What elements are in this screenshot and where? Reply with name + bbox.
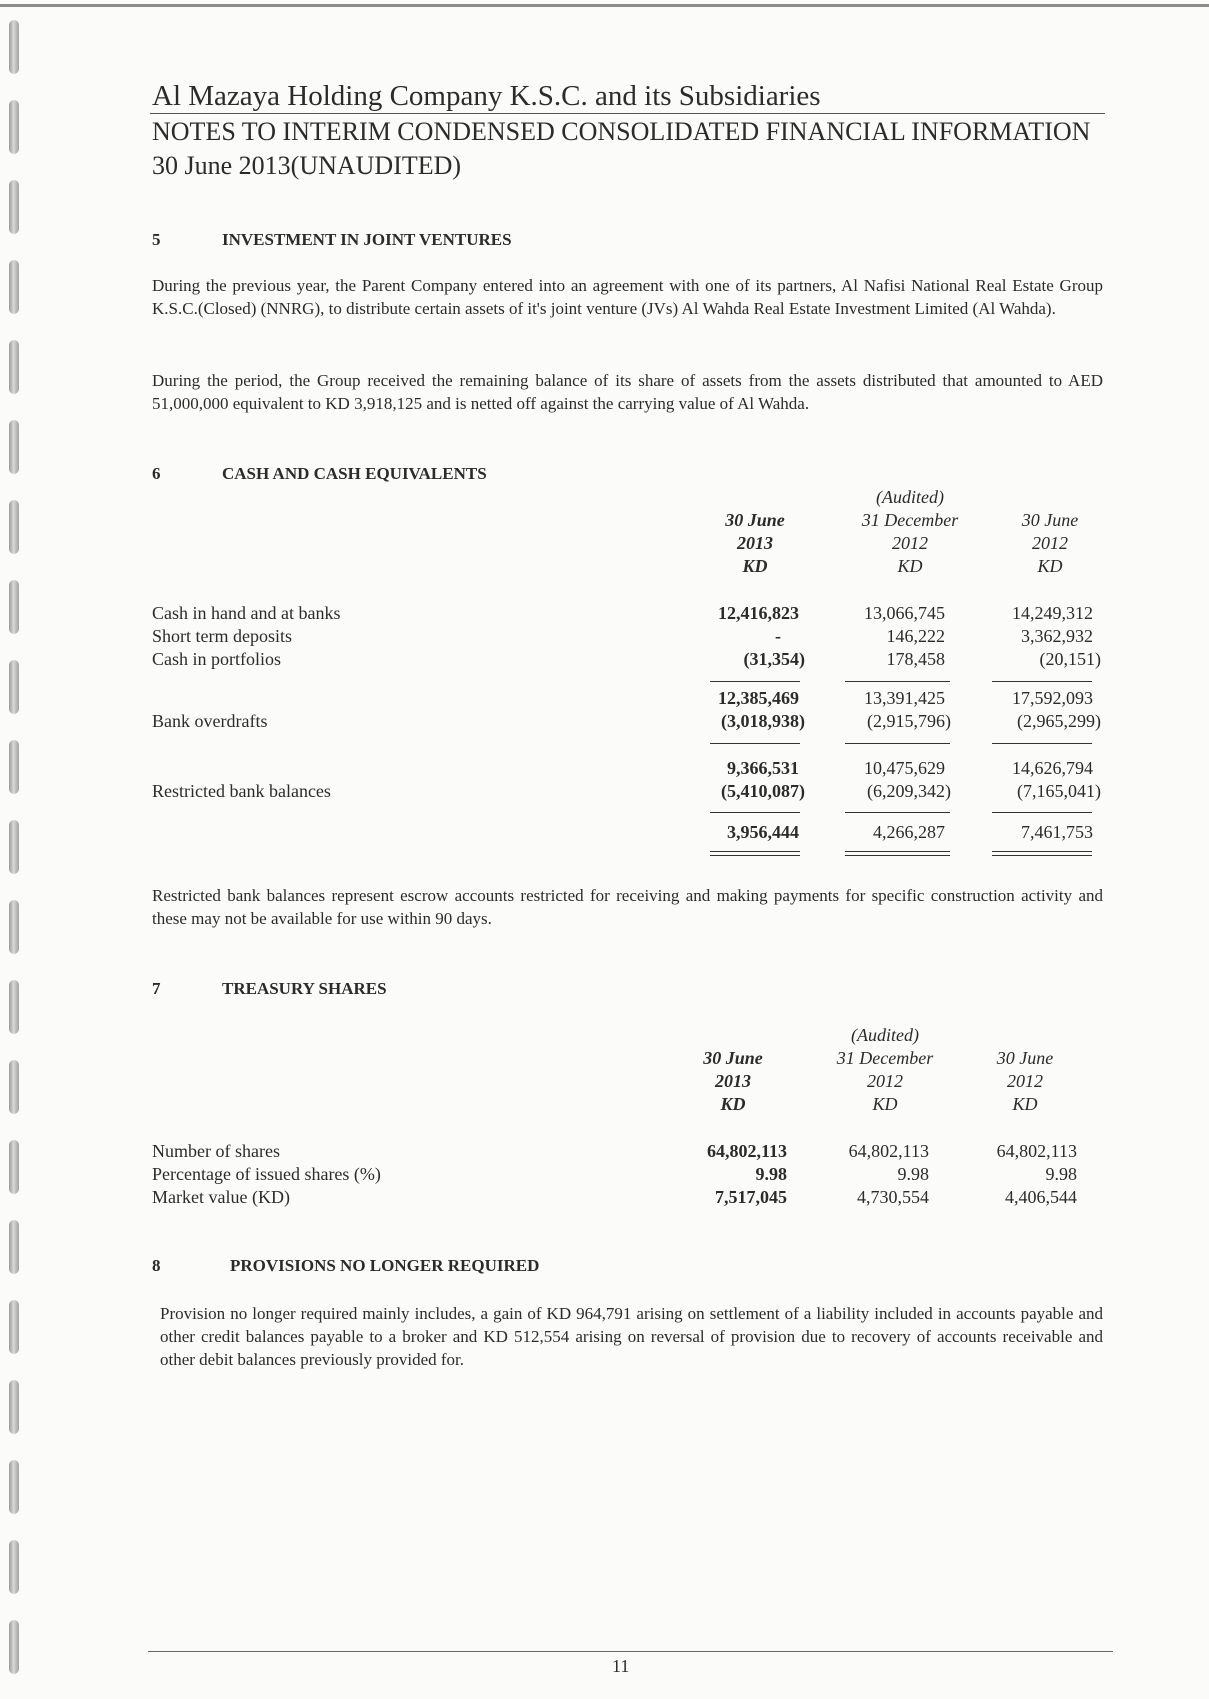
- table-cell: 146,222: [886, 626, 945, 646]
- header-rule: [150, 113, 1105, 114]
- note7-col3-year: 2012: [1007, 1071, 1043, 1091]
- note7-col2-head: 31 December: [836, 1048, 934, 1068]
- binding-ring: [9, 420, 19, 474]
- note6-col3-year: 2012: [1032, 533, 1068, 553]
- table-cell: 12,385,469: [718, 688, 799, 708]
- scan-top-edge: [0, 4, 1209, 7]
- table-row-label: Bank overdrafts: [152, 711, 268, 731]
- binding-ring: [9, 1060, 19, 1114]
- note5-number: 5: [152, 230, 161, 249]
- table-cell: (31,354): [743, 649, 805, 669]
- table-row-label: Cash in hand and at banks: [152, 603, 341, 623]
- page-number: 11: [612, 1656, 630, 1676]
- table-row-label: Number of shares: [152, 1141, 280, 1161]
- subtotal-rule: [845, 743, 950, 744]
- binding-ring: [9, 20, 19, 74]
- table-cell: (6,209,342): [867, 781, 951, 801]
- table-cell: 9,366,531: [727, 758, 799, 778]
- note7-col2-year: 2012: [867, 1071, 903, 1091]
- binding-ring: [9, 660, 19, 714]
- table-cell: 64,802,113: [706, 1141, 787, 1161]
- binding-ring: [9, 820, 19, 874]
- subtotal-rule: [992, 743, 1092, 744]
- company-name: Al Mazaya Holding Company K.S.C. and its Subsidiaries: [152, 80, 821, 112]
- note5-paragraph-1: During the previous year, the Parent Company entered into an agreement with one of its partners, Al Nafisi National Real Estate Group K.S.C.(Closed) (NNRG), to distribute certain assets of it's joint venture (JVs) Al Wahda Real Estate Investment Limited (Al Wahda).: [152, 276, 1103, 318]
- table-cell: 17,592,093: [1012, 688, 1093, 708]
- table-row-label: Cash in portfolios: [152, 649, 281, 669]
- note6-col1-year: 2013: [737, 533, 773, 553]
- binding-rings: [6, 12, 22, 1699]
- table-cell: 9.98: [1045, 1164, 1077, 1184]
- note8-title: PROVISIONS NO LONGER REQUIRED: [230, 1256, 540, 1275]
- binding-ring: [9, 260, 19, 314]
- note6-col2-head: 31 December: [861, 510, 959, 530]
- table-cell: 3,956,444: [727, 822, 799, 842]
- binding-ring: [9, 900, 19, 954]
- note6-col1-head: 30 June: [725, 510, 785, 530]
- note6-col3-unit: KD: [1037, 556, 1063, 576]
- note6-col1-unit: KD: [742, 556, 768, 576]
- table-cell: 9.98: [897, 1164, 929, 1184]
- table-cell: 4,266,287: [873, 822, 945, 842]
- table-cell: 9.98: [755, 1164, 787, 1184]
- subtotal-rule: [845, 812, 950, 813]
- table-row-label: Percentage of issued shares (%): [152, 1164, 381, 1184]
- table-cell: (20,151): [1039, 649, 1101, 669]
- total-double-rule: [992, 855, 1092, 856]
- table-cell: 4,406,544: [1005, 1187, 1077, 1207]
- subtotal-rule: [992, 681, 1092, 682]
- binding-ring: [9, 1620, 19, 1674]
- note7-col-audited: (Audited): [851, 1025, 919, 1045]
- note6-title: CASH AND CASH EQUIVALENTS: [222, 464, 487, 483]
- table-cell: 14,249,312: [1012, 603, 1093, 623]
- table-cell: 4,730,554: [857, 1187, 929, 1207]
- note7-col1-year: 2013: [715, 1071, 751, 1091]
- note7-col3-unit: KD: [1012, 1094, 1038, 1114]
- table-cell: 12,416,823: [718, 603, 799, 623]
- note7-col3-head: 30 June: [996, 1048, 1054, 1068]
- binding-ring: [9, 740, 19, 794]
- binding-ring: [9, 100, 19, 154]
- note7-number: 7: [152, 979, 161, 998]
- table-cell: 3,362,932: [1021, 626, 1093, 646]
- binding-ring: [9, 1220, 19, 1274]
- total-double-rule: [710, 855, 800, 856]
- subtotal-rule: [710, 681, 800, 682]
- footer-rule: [148, 1651, 1113, 1652]
- subtotal-rule: [710, 812, 800, 813]
- binding-ring: [9, 1380, 19, 1434]
- table-cell: 64,802,113: [848, 1141, 929, 1161]
- table-cell: 14,626,794: [1012, 758, 1093, 778]
- table-row-label: Short term deposits: [152, 626, 292, 646]
- subtotal-rule: [710, 743, 800, 744]
- table-cell: -: [775, 626, 781, 646]
- binding-ring: [9, 1140, 19, 1194]
- note5-title: INVESTMENT IN JOINT VENTURES: [222, 230, 512, 249]
- table-cell: (7,165,041): [1017, 781, 1101, 801]
- table-cell: (3,018,938): [721, 711, 805, 731]
- total-double-rule: [992, 851, 1092, 852]
- table-cell: (5,410,087): [721, 781, 805, 801]
- table-cell: (2,965,299): [1017, 711, 1101, 731]
- note6-paragraph: Restricted bank balances represent escrow accounts restricted for receiving and making payments for specific construction activity and these may not be available for use within 90 days.: [152, 886, 1103, 928]
- note6-col2-unit: KD: [897, 556, 923, 576]
- binding-ring: [9, 340, 19, 394]
- note6-col-audited: (Audited): [876, 487, 944, 507]
- note7-col2-unit: KD: [872, 1094, 898, 1114]
- subtotal-rule: [992, 812, 1092, 813]
- note6-col2-year: 2012: [892, 533, 928, 553]
- table-row-label: Restricted bank balances: [152, 781, 331, 801]
- table-cell: 64,802,113: [996, 1141, 1077, 1161]
- note7-col1-head: 30 June: [703, 1048, 763, 1068]
- binding-ring: [9, 1300, 19, 1354]
- table-cell: 13,066,745: [864, 603, 945, 623]
- note7-title: TREASURY SHARES: [222, 979, 387, 998]
- period-title: 30 June 2013(UNAUDITED): [152, 151, 462, 180]
- table-cell: 7,461,753: [1021, 822, 1093, 842]
- binding-ring: [9, 500, 19, 554]
- table-cell: 7,517,045: [715, 1187, 787, 1207]
- note7-col1-unit: KD: [720, 1094, 746, 1114]
- table-cell: (2,915,796): [867, 711, 951, 731]
- note5-paragraph-2: During the period, the Group received the remaining balance of its share of assets from the assets distributed that amounted to AED 51,000,000 equivalent to KD 3,918,125 and is netted off against the carrying value of Al Wahda.: [152, 371, 1103, 413]
- note8-paragraph: Provision no longer required mainly includes, a gain of KD 964,791 arising on settlement of a liability included in accounts payable and other credit balances payable to a broker and KD 512,554 arising on reversal of provision due to recovery of accounts receivable and other debit balances previously provided for.: [160, 1304, 1103, 1369]
- total-double-rule: [845, 855, 950, 856]
- table-cell: 13,391,425: [864, 688, 945, 708]
- notes-title: NOTES TO INTERIM CONDENSED CONSOLIDATED FINANCIAL INFORMATION: [152, 117, 1091, 146]
- note8-number: 8: [152, 1256, 161, 1275]
- total-double-rule: [710, 851, 800, 852]
- binding-ring: [9, 180, 19, 234]
- note6-number: 6: [152, 464, 161, 483]
- note6-col3-head: 30 June: [1021, 510, 1079, 530]
- binding-ring: [9, 580, 19, 634]
- total-double-rule: [845, 851, 950, 852]
- binding-ring: [9, 1460, 19, 1514]
- table-cell: 10,475,629: [864, 758, 945, 778]
- table-cell: 178,458: [886, 649, 945, 669]
- subtotal-rule: [845, 681, 950, 682]
- binding-ring: [9, 1540, 19, 1594]
- binding-ring: [9, 980, 19, 1034]
- table-row-label: Market value (KD): [152, 1187, 290, 1207]
